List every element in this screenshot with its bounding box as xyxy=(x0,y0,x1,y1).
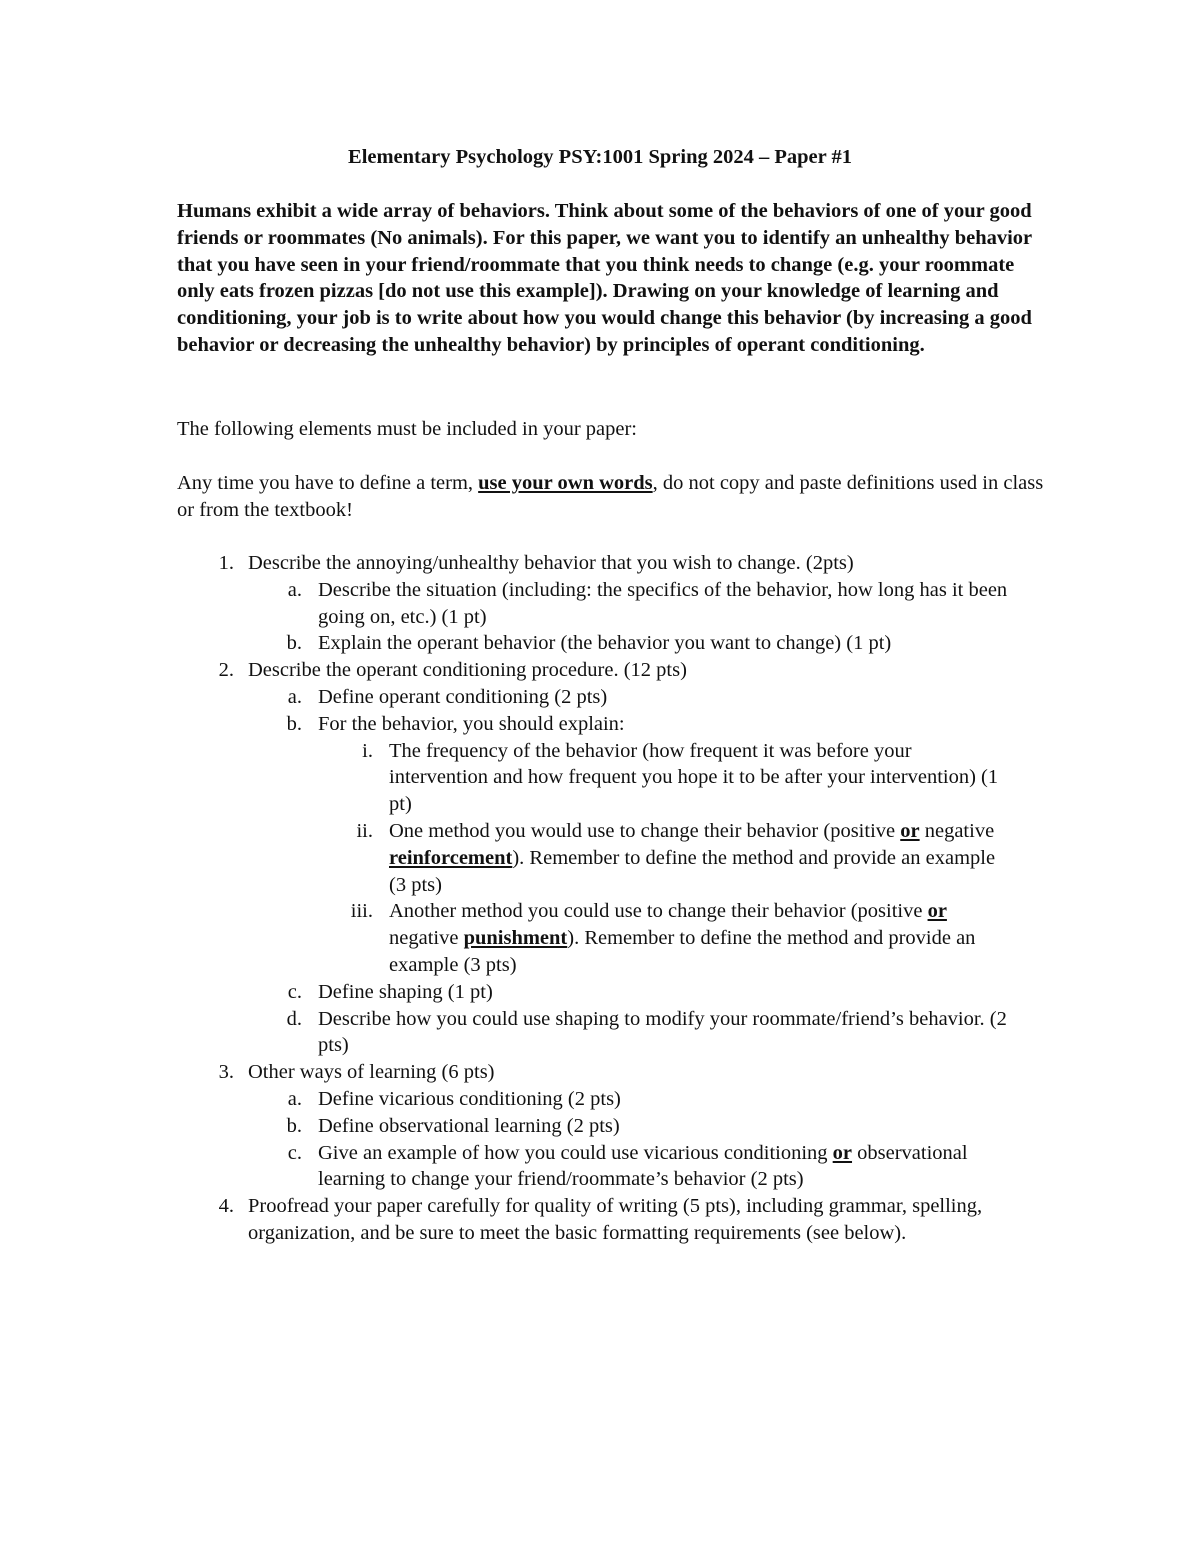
text-segment: ). Remember to define the method and provide an example (3 pts) xyxy=(389,846,996,896)
list-item xyxy=(0,550,1200,577)
list-item xyxy=(0,979,1200,1006)
list-marker: c. xyxy=(287,1141,302,1164)
list-item xyxy=(0,738,1200,818)
list-marker: 4. xyxy=(218,1195,234,1218)
own-words-emphasis: use your own words xyxy=(478,472,653,494)
list-item-text xyxy=(389,818,1014,898)
list-marker: c. xyxy=(287,980,302,1003)
list-item xyxy=(0,711,1200,738)
list-item-text: Describe how you could use shaping to modify your roommate/friend’s behavior. (2 pts) xyxy=(318,1007,1007,1057)
list-marker: a. xyxy=(287,578,302,601)
list-marker: ii. xyxy=(356,819,373,842)
list-marker: b. xyxy=(286,712,302,735)
list-item xyxy=(0,898,1200,978)
list-item-text: Describe the situation (including: the specifics of the behavior, how long has it been going on, etc.) (1 pt) xyxy=(318,578,1008,628)
list-marker: iii. xyxy=(350,900,373,923)
document-title: Elementary Psychology PSY:1001 Spring 2024 – Paper #1 xyxy=(348,146,852,168)
or-emphasis: or xyxy=(832,1141,853,1164)
own-words-before: Any time you have to define a term, xyxy=(177,472,479,494)
list-item-text: Define shaping (1 pt) xyxy=(318,980,493,1003)
list-item-text: Explain the operant behavior (the behavior you want to change) (1 pt) xyxy=(318,632,892,655)
or-emphasis: or xyxy=(927,900,947,923)
list-marker: d. xyxy=(286,1007,302,1030)
list-item xyxy=(0,1193,1200,1247)
text-segment: negative xyxy=(919,819,995,842)
list-marker: a. xyxy=(287,1087,302,1110)
list-item-text: Other ways of learning (6 pts) xyxy=(248,1061,495,1084)
own-words-after: , do not copy and paste definitions used in class or from the textbook! xyxy=(177,472,1044,521)
intro-paragraph: Humans exhibit a wide array of behaviors. Think about some of the behaviors of one of your good friends or roommates (No animals). For this paper, we want you to identify an unhealthy behavior that you have seen in your friend/roommate that you think needs to change (e.g. your roommate only eats frozen pizzas [do not use this example]). Drawing on your knowledge of learning and conditioning, your job is to write about how you would change this behavior (by increasing a good behavior or decreasing the unhealthy behavior) by principles of operant conditioning. xyxy=(177,200,1032,356)
list-item-text: Define operant conditioning (2 pts) xyxy=(318,685,608,708)
list-marker: a. xyxy=(287,685,302,708)
list-marker: b. xyxy=(286,632,302,655)
list-item-text: Define vicarious conditioning (2 pts) xyxy=(318,1087,621,1110)
text-segment: ). Remember to define the method and provide an example (3 pts) xyxy=(389,927,976,976)
text-segment: observational learning to change your friend/roommate’s behavior (2 pts) xyxy=(318,1141,968,1191)
list-item-text: Describe the operant conditioning procedure. (12 pts) xyxy=(248,659,687,682)
list-item xyxy=(0,657,1200,684)
text-segment: Give an example of how you could use vicarious conditioning xyxy=(318,1141,833,1164)
list-item xyxy=(0,1006,1200,1060)
own-words-note xyxy=(177,470,1047,524)
text-segment: One method you would use to change their behavior (positive xyxy=(389,819,901,842)
list-item xyxy=(0,1059,1200,1086)
list-item-text: For the behavior, you should explain: xyxy=(318,712,625,735)
list-item xyxy=(0,1140,1200,1194)
requirements-list xyxy=(0,550,1200,1247)
list-item xyxy=(0,577,1200,631)
list-item-text xyxy=(389,898,1014,978)
text-segment: negative xyxy=(389,927,464,950)
text-segment: Another method you could use to change their behavior (positive xyxy=(389,900,928,923)
requirements-lead: The following elements must be included in your paper: xyxy=(177,418,637,440)
list-marker: 1. xyxy=(218,552,234,574)
reinforcement-emphasis: reinforcement xyxy=(389,846,513,869)
list-item-text: Define observational learning (2 pts) xyxy=(318,1114,620,1137)
list-item-text xyxy=(318,1140,1028,1194)
list-marker: 2. xyxy=(218,659,234,682)
or-emphasis: or xyxy=(900,819,920,842)
list-item-text: Describe the annoying/unhealthy behavior that you wish to change. (2pts) xyxy=(248,552,854,574)
list-item xyxy=(0,684,1200,711)
list-item xyxy=(0,630,1200,657)
list-marker: i. xyxy=(362,739,373,762)
list-marker: b. xyxy=(286,1114,302,1137)
list-item xyxy=(0,1113,1200,1140)
list-item xyxy=(0,818,1200,898)
list-marker: 3. xyxy=(218,1061,234,1084)
list-item xyxy=(0,1086,1200,1113)
punishment-emphasis: punishment xyxy=(463,927,568,950)
list-item-text: The frequency of the behavior (how frequent it was before your intervention and how frequent you hope it to be after your intervention) (1 pt) xyxy=(389,739,999,816)
list-item-text: Proofread your paper carefully for quality of writing (5 pts), including grammar, spelling, organization, and be sure to meet the basic formatting requirements (see below). xyxy=(248,1195,983,1244)
